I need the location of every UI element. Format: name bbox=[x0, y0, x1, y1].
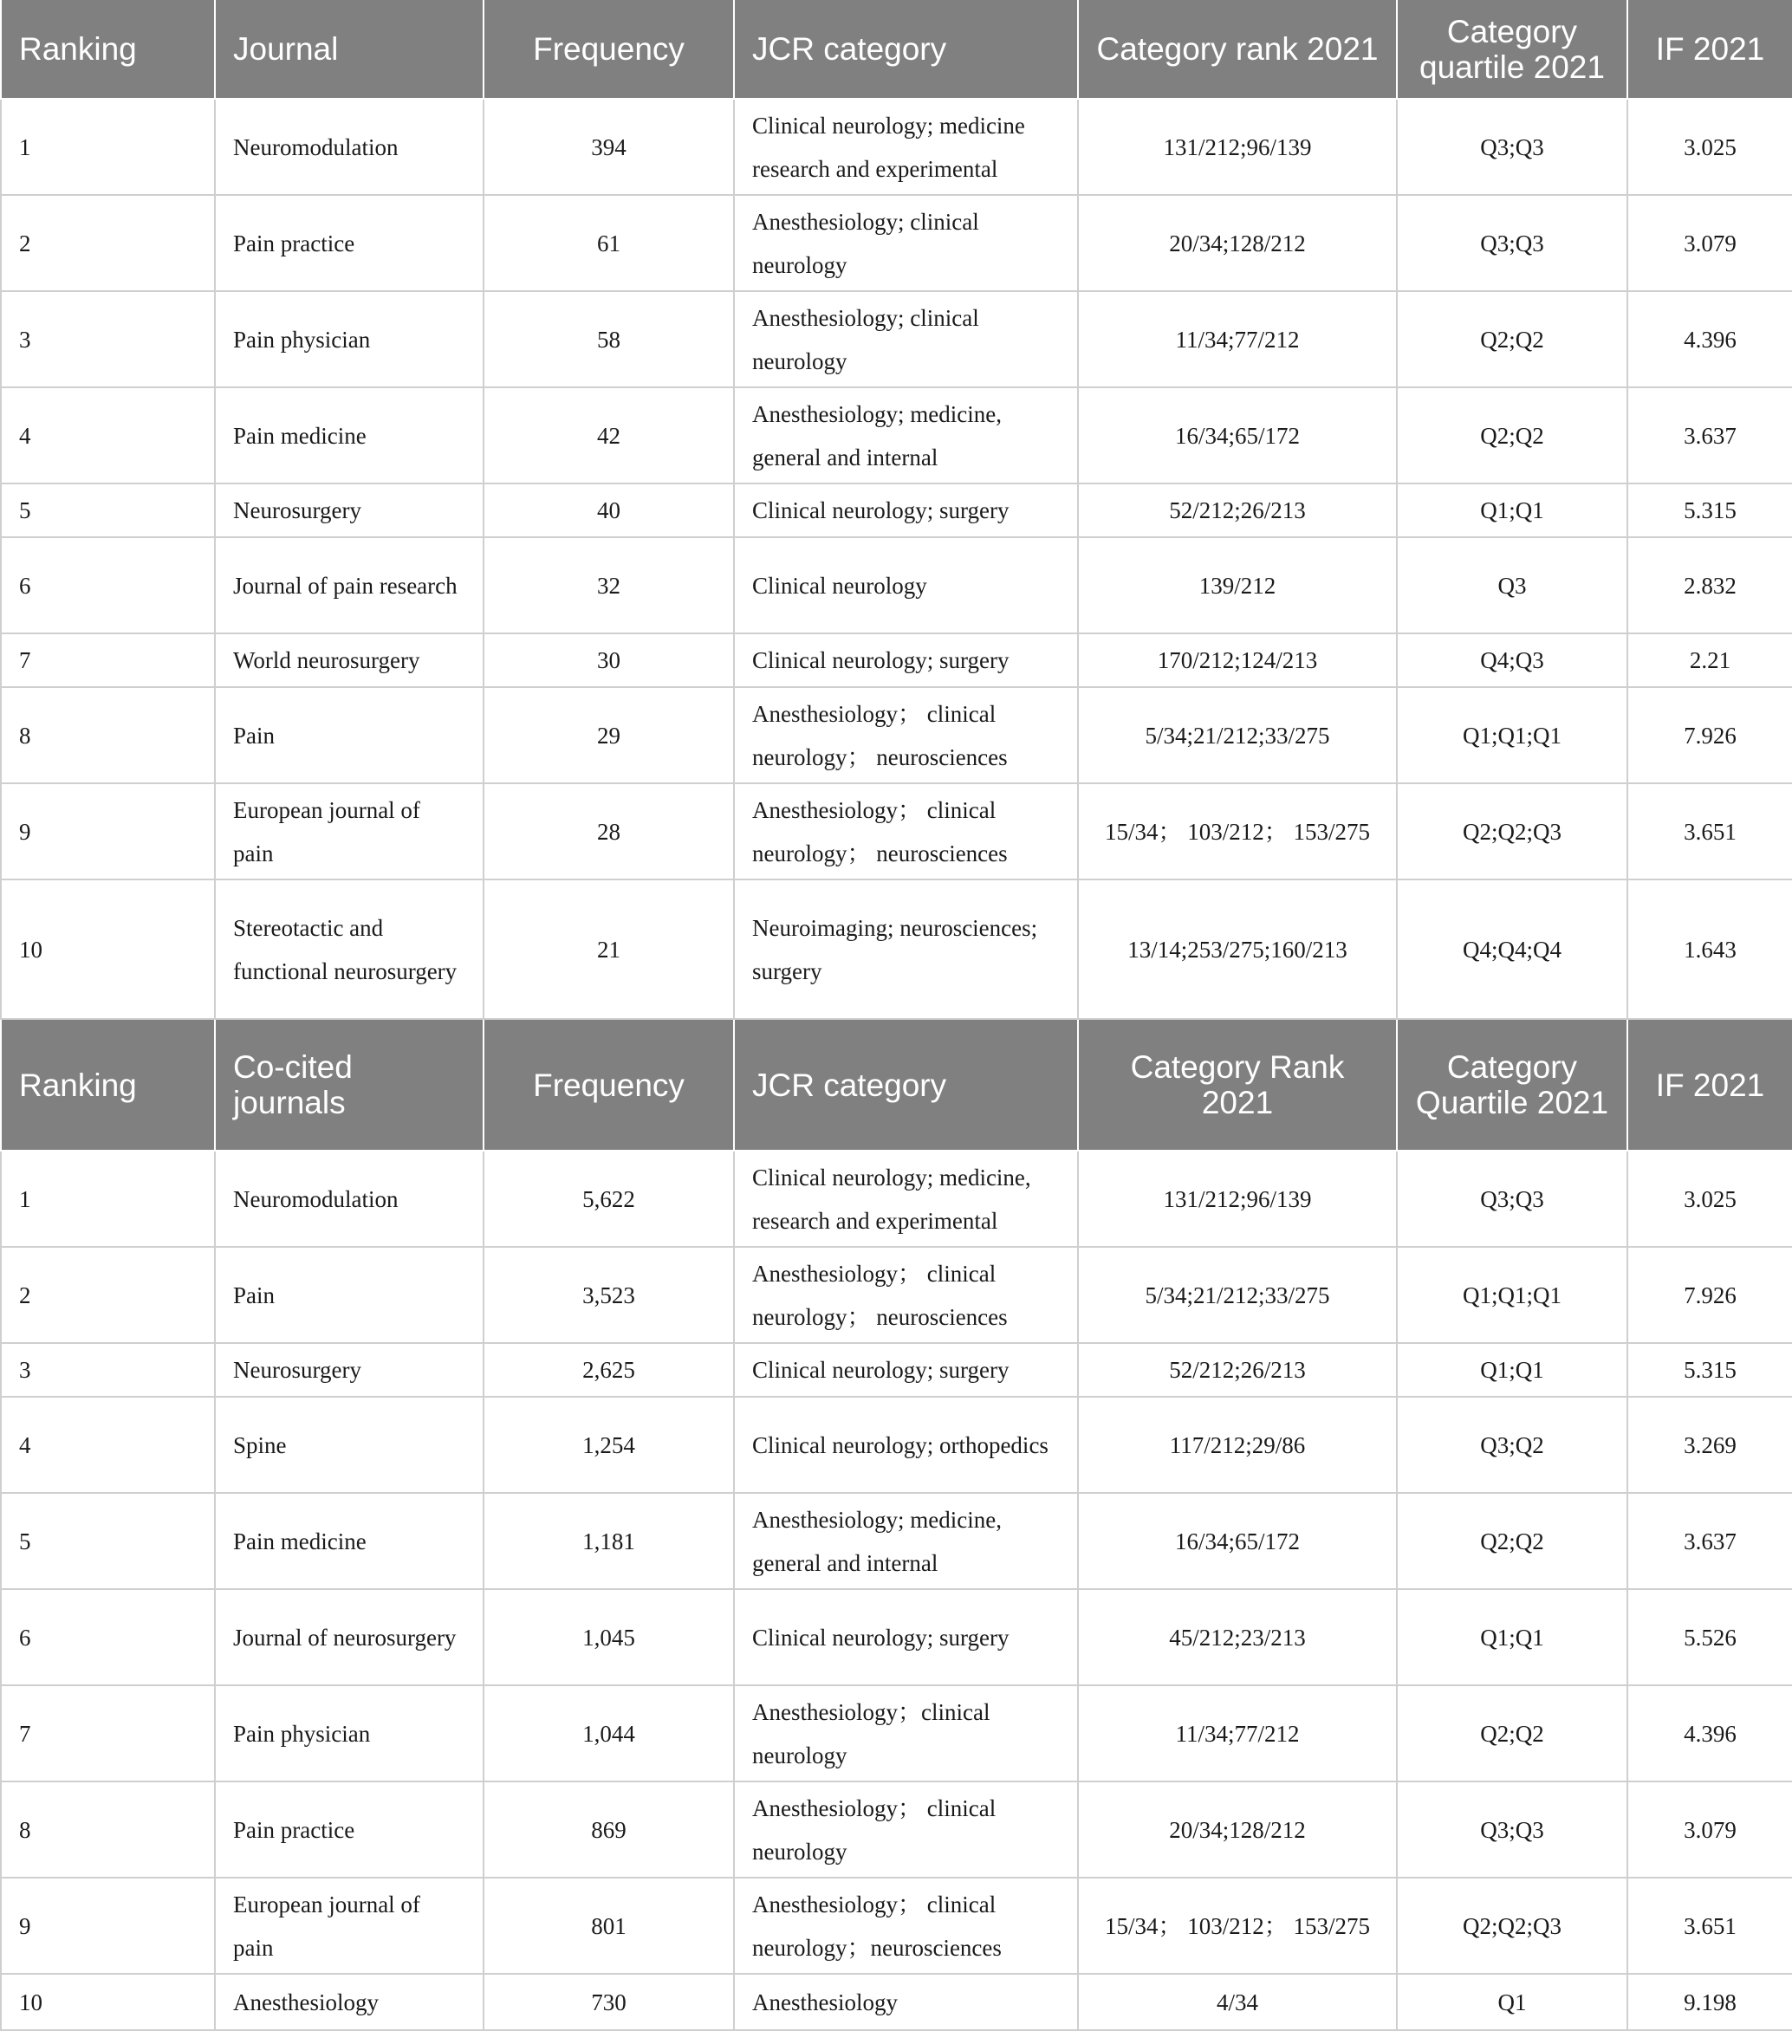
cell-jcr-category: Anesthesiology; clinical neurology bbox=[734, 291, 1078, 387]
cell-journal: Neuromodulation bbox=[215, 1151, 484, 1247]
table-row bbox=[1, 879, 1792, 1019]
cell-journal: Pain bbox=[215, 687, 484, 783]
cell-impact-factor: 3.025 bbox=[1627, 99, 1792, 195]
cell-category-rank: 16/34;65/172 bbox=[1078, 387, 1397, 483]
cell-category-rank: 4/34 bbox=[1078, 1974, 1397, 2030]
header-impact-factor: IF 2021 bbox=[1627, 1019, 1792, 1151]
cell-frequency: 1,044 bbox=[484, 1685, 734, 1781]
cell-impact-factor: 1.643 bbox=[1627, 879, 1792, 1019]
table-row bbox=[1, 1589, 1792, 1685]
cell-ranking: 2 bbox=[1, 1247, 215, 1343]
cell-impact-factor: 4.396 bbox=[1627, 291, 1792, 387]
cell-category-quartile: Q2;Q2;Q3 bbox=[1397, 1878, 1627, 1974]
cell-impact-factor: 5.315 bbox=[1627, 483, 1792, 537]
cell-ranking: 7 bbox=[1, 633, 215, 687]
cell-category-quartile: Q2;Q2 bbox=[1397, 291, 1627, 387]
cell-ranking: 2 bbox=[1, 195, 215, 291]
cell-impact-factor: 2.21 bbox=[1627, 633, 1792, 687]
cell-ranking: 5 bbox=[1, 1493, 215, 1589]
cell-impact-factor: 5.526 bbox=[1627, 1589, 1792, 1685]
cell-ranking: 10 bbox=[1, 1974, 215, 2030]
cell-journal: Stereotactic and functional neurosurgery bbox=[215, 879, 484, 1019]
cell-impact-factor: 9.198 bbox=[1627, 1974, 1792, 2030]
cell-ranking: 9 bbox=[1, 783, 215, 879]
cell-jcr-category: Anesthesiology; medicine, general and internal bbox=[734, 1493, 1078, 1589]
cell-category-quartile: Q3 bbox=[1397, 537, 1627, 633]
cell-jcr-category: Anesthesiology bbox=[734, 1974, 1078, 2030]
cell-jcr-category: Anesthesiology; medicine, general and internal bbox=[734, 387, 1078, 483]
cell-category-quartile: Q1;Q1 bbox=[1397, 483, 1627, 537]
cell-impact-factor: 7.926 bbox=[1627, 687, 1792, 783]
cell-impact-factor: 3.637 bbox=[1627, 387, 1792, 483]
cell-journal: Pain medicine bbox=[215, 387, 484, 483]
header-frequency: Frequency bbox=[484, 1019, 734, 1151]
cell-frequency: 58 bbox=[484, 291, 734, 387]
cell-impact-factor: 2.832 bbox=[1627, 537, 1792, 633]
cell-category-rank: 170/212;124/213 bbox=[1078, 633, 1397, 687]
cell-jcr-category: Anesthesiology； clinical neurology； neurosciences bbox=[734, 687, 1078, 783]
cell-category-rank: 139/212 bbox=[1078, 537, 1397, 633]
cell-category-quartile: Q1;Q1;Q1 bbox=[1397, 687, 1627, 783]
cell-ranking: 10 bbox=[1, 879, 215, 1019]
header-category-quartile: Category Quartile 2021 bbox=[1397, 1019, 1627, 1151]
table-row bbox=[1, 1685, 1792, 1781]
cell-frequency: 869 bbox=[484, 1781, 734, 1878]
cell-journal: Journal of pain research bbox=[215, 537, 484, 633]
table-row bbox=[1, 291, 1792, 387]
header-ranking: Ranking bbox=[1, 1019, 215, 1151]
cell-jcr-category: Anesthesiology； clinical neurology； neurosciences bbox=[734, 783, 1078, 879]
cell-journal: Neurosurgery bbox=[215, 483, 484, 537]
table-row bbox=[1, 1397, 1792, 1493]
cell-category-rank: 52/212;26/213 bbox=[1078, 483, 1397, 537]
cell-ranking: 9 bbox=[1, 1878, 215, 1974]
cell-frequency: 3,523 bbox=[484, 1247, 734, 1343]
cell-category-rank: 52/212;26/213 bbox=[1078, 1343, 1397, 1397]
cell-impact-factor: 7.926 bbox=[1627, 1247, 1792, 1343]
cell-jcr-category: Clinical neurology; surgery bbox=[734, 483, 1078, 537]
cell-journal: Neuromodulation bbox=[215, 99, 484, 195]
header-category-rank: Category rank 2021 bbox=[1078, 0, 1397, 99]
cell-ranking: 8 bbox=[1, 1781, 215, 1878]
cell-ranking: 3 bbox=[1, 291, 215, 387]
cell-category-quartile: Q4;Q3 bbox=[1397, 633, 1627, 687]
cell-category-rank: 11/34;77/212 bbox=[1078, 1685, 1397, 1781]
cell-category-rank: 45/212;23/213 bbox=[1078, 1589, 1397, 1685]
cell-impact-factor: 3.651 bbox=[1627, 1878, 1792, 1974]
table-row bbox=[1, 195, 1792, 291]
header-jcr-category: JCR category bbox=[734, 0, 1078, 99]
table-row bbox=[1, 1493, 1792, 1589]
table-row bbox=[1, 687, 1792, 783]
cell-frequency: 61 bbox=[484, 195, 734, 291]
table-row bbox=[1, 783, 1792, 879]
table-row bbox=[1, 387, 1792, 483]
cell-ranking: 1 bbox=[1, 1151, 215, 1247]
cell-category-quartile: Q3;Q3 bbox=[1397, 1781, 1627, 1878]
cell-journal: Neurosurgery bbox=[215, 1343, 484, 1397]
cell-journal: World neurosurgery bbox=[215, 633, 484, 687]
cell-frequency: 1,045 bbox=[484, 1589, 734, 1685]
cell-impact-factor: 3.079 bbox=[1627, 195, 1792, 291]
cell-frequency: 5,622 bbox=[484, 1151, 734, 1247]
cell-ranking: 7 bbox=[1, 1685, 215, 1781]
table-row bbox=[1, 1247, 1792, 1343]
cell-ranking: 6 bbox=[1, 537, 215, 633]
table-row bbox=[1, 537, 1792, 633]
cell-jcr-category: Anesthesiology； clinical neurology bbox=[734, 1781, 1078, 1878]
cell-impact-factor: 3.651 bbox=[1627, 783, 1792, 879]
table-row bbox=[1, 1878, 1792, 1974]
cell-category-quartile: Q3;Q3 bbox=[1397, 195, 1627, 291]
cell-jcr-category: Anesthesiology；clinical neurology bbox=[734, 1685, 1078, 1781]
cell-category-quartile: Q4;Q4;Q4 bbox=[1397, 879, 1627, 1019]
header-category-quartile: Category quartile 2021 bbox=[1397, 0, 1627, 99]
cell-frequency: 30 bbox=[484, 633, 734, 687]
header-row-co-cited bbox=[1, 1019, 1792, 1151]
cell-category-rank: 131/212;96/139 bbox=[1078, 1151, 1397, 1247]
cell-category-rank: 13/14;253/275;160/213 bbox=[1078, 879, 1397, 1019]
header-ranking: Ranking bbox=[1, 0, 215, 99]
cell-impact-factor: 3.025 bbox=[1627, 1151, 1792, 1247]
cell-ranking: 3 bbox=[1, 1343, 215, 1397]
cell-category-rank: 5/34;21/212;33/275 bbox=[1078, 1247, 1397, 1343]
header-jcr-category: JCR category bbox=[734, 1019, 1078, 1151]
header-frequency: Frequency bbox=[484, 0, 734, 99]
cell-category-quartile: Q1;Q1 bbox=[1397, 1343, 1627, 1397]
cell-frequency: 40 bbox=[484, 483, 734, 537]
cell-frequency: 28 bbox=[484, 783, 734, 879]
cell-impact-factor: 3.269 bbox=[1627, 1397, 1792, 1493]
cell-jcr-category: Clinical neurology; medicine, research and experimental bbox=[734, 1151, 1078, 1247]
table-row bbox=[1, 1974, 1792, 2030]
cell-jcr-category: Clinical neurology; surgery bbox=[734, 1343, 1078, 1397]
cell-journal: Journal of neurosurgery bbox=[215, 1589, 484, 1685]
header-row-journals bbox=[1, 0, 1792, 99]
cell-category-rank: 20/34;128/212 bbox=[1078, 1781, 1397, 1878]
cell-category-quartile: Q2;Q2 bbox=[1397, 1493, 1627, 1589]
cell-frequency: 1,181 bbox=[484, 1493, 734, 1589]
cell-jcr-category: Anesthesiology； clinical neurology； neurosciences bbox=[734, 1247, 1078, 1343]
cell-ranking: 8 bbox=[1, 687, 215, 783]
header-journal: Journal bbox=[215, 0, 484, 99]
cell-journal: Pain medicine bbox=[215, 1493, 484, 1589]
cell-category-rank: 11/34;77/212 bbox=[1078, 291, 1397, 387]
cell-frequency: 32 bbox=[484, 537, 734, 633]
table-row bbox=[1, 483, 1792, 537]
cell-ranking: 1 bbox=[1, 99, 215, 195]
cell-journal: Pain bbox=[215, 1247, 484, 1343]
cell-category-quartile: Q3;Q3 bbox=[1397, 1151, 1627, 1247]
cell-frequency: 2,625 bbox=[484, 1343, 734, 1397]
table-row bbox=[1, 1151, 1792, 1247]
cell-category-rank: 15/34； 103/212； 153/275 bbox=[1078, 1878, 1397, 1974]
cell-ranking: 4 bbox=[1, 1397, 215, 1493]
cell-category-quartile: Q2;Q2 bbox=[1397, 387, 1627, 483]
cell-jcr-category: Neuroimaging; neurosciences; surgery bbox=[734, 879, 1078, 1019]
cell-journal: Pain physician bbox=[215, 1685, 484, 1781]
cell-frequency: 21 bbox=[484, 879, 734, 1019]
cell-journal: Anesthesiology bbox=[215, 1974, 484, 2030]
table-row bbox=[1, 99, 1792, 195]
cell-jcr-category: Clinical neurology bbox=[734, 537, 1078, 633]
cell-impact-factor: 5.315 bbox=[1627, 1343, 1792, 1397]
header-impact-factor: IF 2021 bbox=[1627, 0, 1792, 99]
cell-impact-factor: 3.079 bbox=[1627, 1781, 1792, 1878]
cell-ranking: 5 bbox=[1, 483, 215, 537]
cell-category-quartile: Q2;Q2 bbox=[1397, 1685, 1627, 1781]
cell-category-quartile: Q1 bbox=[1397, 1974, 1627, 2030]
cell-category-quartile: Q3;Q3 bbox=[1397, 99, 1627, 195]
cell-ranking: 6 bbox=[1, 1589, 215, 1685]
cell-journal: Pain physician bbox=[215, 291, 484, 387]
cell-category-quartile: Q3;Q2 bbox=[1397, 1397, 1627, 1493]
cell-impact-factor: 3.637 bbox=[1627, 1493, 1792, 1589]
cell-category-quartile: Q2;Q2;Q3 bbox=[1397, 783, 1627, 879]
cell-category-rank: 117/212;29/86 bbox=[1078, 1397, 1397, 1493]
cell-frequency: 394 bbox=[484, 99, 734, 195]
cell-jcr-category: Clinical neurology; medicine research and experimental bbox=[734, 99, 1078, 195]
table-row bbox=[1, 1343, 1792, 1397]
cell-frequency: 730 bbox=[484, 1974, 734, 2030]
cell-journal: European journal of pain bbox=[215, 1878, 484, 1974]
cell-journal: Spine bbox=[215, 1397, 484, 1493]
cell-category-rank: 20/34;128/212 bbox=[1078, 195, 1397, 291]
cell-frequency: 29 bbox=[484, 687, 734, 783]
cell-impact-factor: 4.396 bbox=[1627, 1685, 1792, 1781]
cell-journal: Pain practice bbox=[215, 1781, 484, 1878]
cell-ranking: 4 bbox=[1, 387, 215, 483]
table-row bbox=[1, 633, 1792, 687]
cell-category-rank: 15/34； 103/212； 153/275 bbox=[1078, 783, 1397, 879]
cell-jcr-category: Clinical neurology; orthopedics bbox=[734, 1397, 1078, 1493]
cell-journal: European journal of pain bbox=[215, 783, 484, 879]
header-category-rank: Category Rank 2021 bbox=[1078, 1019, 1397, 1151]
cell-category-rank: 16/34;65/172 bbox=[1078, 1493, 1397, 1589]
cell-jcr-category: Anesthesiology； clinical neurology；neurosciences bbox=[734, 1878, 1078, 1974]
cell-category-rank: 131/212;96/139 bbox=[1078, 99, 1397, 195]
header-co-cited-journals: Co-cited journals bbox=[215, 1019, 484, 1151]
table-row bbox=[1, 1781, 1792, 1878]
cell-category-rank: 5/34;21/212;33/275 bbox=[1078, 687, 1397, 783]
cell-jcr-category: Clinical neurology; surgery bbox=[734, 633, 1078, 687]
cell-journal: Pain practice bbox=[215, 195, 484, 291]
cell-category-quartile: Q1;Q1;Q1 bbox=[1397, 1247, 1627, 1343]
cell-frequency: 1,254 bbox=[484, 1397, 734, 1493]
cell-category-quartile: Q1;Q1 bbox=[1397, 1589, 1627, 1685]
cell-frequency: 801 bbox=[484, 1878, 734, 1974]
cell-jcr-category: Anesthesiology; clinical neurology bbox=[734, 195, 1078, 291]
cell-frequency: 42 bbox=[484, 387, 734, 483]
cell-jcr-category: Clinical neurology; surgery bbox=[734, 1589, 1078, 1685]
